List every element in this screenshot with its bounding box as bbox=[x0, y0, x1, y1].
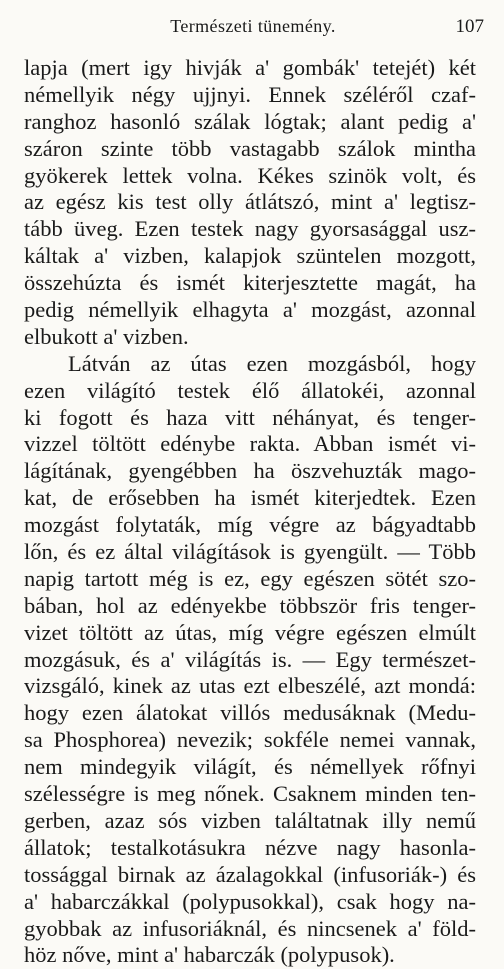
text-line: ki fogott és haza vitt néhányat, és tenger- bbox=[24, 404, 476, 430]
text-line: száron szinte több vastagabb szálok mintha bbox=[24, 135, 476, 161]
text-line: elbukott a' vizben. bbox=[24, 323, 189, 349]
text-line: lőn, és ez által világítások is gyengült. — Több bbox=[24, 539, 476, 565]
text-line: Látván az útas ezen mozgásból, hogy bbox=[68, 350, 476, 376]
text-body bbox=[24, 55, 476, 969]
text-line: nem mindegyik világít, és némellyek rőfnyi bbox=[24, 754, 476, 780]
text-line: mozgást folytaták, míg végre az bágyadtabb bbox=[24, 512, 476, 538]
text-line: tább üveg. Ezen testek nagy gyorsasággal usz- bbox=[24, 216, 476, 242]
page-number: 107 bbox=[455, 16, 484, 37]
text-line: ezen világító testek élő állatokéi, azonnal bbox=[24, 377, 476, 403]
text-line: gyobbak az infusoriáknál, és nincsenek a' föld- bbox=[24, 915, 476, 941]
text-line: némellyik négy ujjnyi. Ennek széléről czaf- bbox=[24, 81, 476, 107]
text-line: vizet töltött az útas, míg végre egészen elmúlt bbox=[24, 619, 476, 645]
text-line: az egész kis test olly átlátszó, mint a' legtisz- bbox=[24, 189, 476, 215]
text-line: állatok; testalkotásukra nézve nagy hasonla- bbox=[24, 834, 476, 860]
text-line: gyökerek lettek volna. Kékes szinök volt, és bbox=[24, 162, 476, 188]
text-line: hogy ezen álatokat villós medusáknak (Medu- bbox=[24, 700, 476, 726]
text-line: sa Phosphorea) nevezik; sokféle nemei vannak, bbox=[24, 727, 476, 753]
text-line: káltak a' vizben, kalapjok szüntelen mozgott, bbox=[24, 243, 476, 269]
text-line: pedig némellyik elhagyta a' mozgást, azonnal bbox=[24, 297, 476, 323]
text-line: napig tartott még is ez, egy egészen sötét szo- bbox=[24, 565, 476, 591]
running-title: Természeti tünemény. bbox=[170, 16, 336, 36]
text-line: kat, de erősebben ha ismét kiterjedtek. Ezen bbox=[24, 485, 476, 511]
text-line: vizzel töltött edénybe rakta. Abban ismét vi- bbox=[24, 431, 476, 457]
text-line: szélességre is meg nőnek. Csaknem minden ten- bbox=[24, 781, 476, 807]
text-line: gerben, azaz sós vizben találtatnak illy nemű bbox=[24, 807, 476, 833]
text-line: bában, hol az edényekbe többször fris tenger- bbox=[24, 592, 476, 618]
text-line: lapja (mert igy hivják a' gombák' tetejét) két bbox=[24, 55, 476, 80]
text-line: vizsgáló, kinek az utas ezt elbeszélé, azt mondá: bbox=[24, 673, 476, 699]
text-line: mozgásuk, és a' világítás is. — Egy természet- bbox=[24, 646, 476, 672]
text-line: a' habarczákkal (polypusokkal), csak hogy na- bbox=[24, 888, 476, 914]
running-head bbox=[22, 16, 484, 40]
text-line: lágítának, gyengébben ha öszvehuzták mago- bbox=[24, 458, 476, 484]
text-line: összehúzta és ismét kiterjesztette magát, ha bbox=[24, 270, 476, 296]
text-line: höz nőve, mint a' habarczák (polypusok). bbox=[24, 942, 395, 968]
text-line: tossággal birnak az ázalagokkal (infusoriák-) és bbox=[24, 861, 476, 887]
text-line: ranghoz hasonló szálak lógtak; alant pedig a' bbox=[24, 108, 476, 134]
